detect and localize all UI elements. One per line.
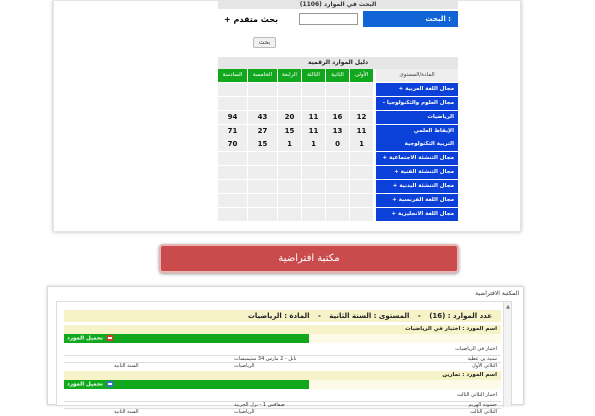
resource-meta-row [64, 362, 501, 369]
download-button[interactable]: تحميل المورد [67, 335, 113, 343]
resource-trimester: الثلاثي الثالث [470, 409, 497, 415]
resource-subject: الرياضيات [234, 409, 255, 415]
resource-count-cell[interactable]: 11 [302, 111, 325, 124]
scrollbar[interactable] [503, 302, 511, 407]
resource-count-cell [218, 166, 247, 179]
subject-cell[interactable]: + مجال التنشئة البدنية [376, 180, 458, 193]
pdf-icon [107, 335, 113, 341]
subject-cell[interactable]: + مجال التنشئة الفنية [376, 166, 458, 179]
resource-count-cell[interactable]: 15 [278, 125, 301, 138]
table-row [218, 83, 462, 97]
download-button[interactable]: تحميل المورد [67, 381, 113, 389]
resource-item [64, 325, 501, 369]
resource-count-cell[interactable]: 13 [326, 125, 349, 138]
subject-cell[interactable]: الإيقاظ العلمي [376, 125, 458, 138]
resource-count-cell [248, 97, 277, 110]
resource-count-cell[interactable]: 43 [248, 111, 277, 124]
scroll-up-icon[interactable]: ▲ [506, 304, 510, 310]
resource-count-cell[interactable]: 1 [302, 138, 325, 151]
resource-count-cell [326, 208, 349, 221]
resource-level: السنة الثانية [114, 409, 139, 415]
resource-count-cell [278, 166, 301, 179]
resource-count-cell [350, 208, 373, 221]
level-header[interactable]: الأولى [350, 69, 373, 82]
subject-level-header: المادة/المستوى [376, 69, 458, 82]
resource-count-cell[interactable]: 1 [350, 138, 373, 151]
resource-count-cell [302, 180, 325, 193]
resource-count-cell[interactable]: 12 [350, 111, 373, 124]
resource-count-cell [248, 166, 277, 179]
subject-cell[interactable]: الرياضيات [376, 111, 458, 124]
resource-count-cell [326, 97, 349, 110]
subject-cell[interactable]: + مجال اللغة الفرنسية [376, 194, 458, 207]
table-row [218, 180, 462, 194]
subject-cell[interactable]: + مجال التنشئة الاجتماعية [376, 152, 458, 165]
resource-count-cell[interactable]: 11 [302, 125, 325, 138]
resource-count-cell [248, 208, 277, 221]
resource-count-cell [218, 180, 247, 193]
info-separator: - [417, 312, 421, 320]
download-bar [64, 380, 309, 389]
resource-count-cell [350, 194, 373, 207]
resource-count-cell [302, 97, 325, 110]
search-label: البحث : [363, 11, 458, 27]
resource-count-cell [302, 83, 325, 96]
table-row [218, 111, 462, 125]
resource-count-cell[interactable]: 11 [350, 125, 373, 138]
level-header[interactable]: الرابعة [278, 69, 301, 82]
resource-meta-row [64, 355, 501, 362]
resource-count-cell [218, 83, 247, 96]
resource-count-cell [350, 97, 373, 110]
resource-item [64, 371, 501, 415]
resource-author: سنية بن عطية [467, 356, 497, 362]
resource-description: اختبار الثلاثي الثالث [457, 392, 497, 398]
resource-count-cell [248, 83, 277, 96]
resource-count-cell [326, 83, 349, 96]
resource-count-cell[interactable]: 16 [326, 111, 349, 124]
resource-count-cell [350, 152, 373, 165]
resource-count-cell [248, 152, 277, 165]
virtual-library-panel [47, 286, 524, 415]
table-row [218, 97, 462, 111]
resource-count-cell [302, 194, 325, 207]
resource-count-cell [218, 97, 247, 110]
resource-title-row [64, 371, 501, 380]
resource-count-cell[interactable]: 20 [278, 111, 301, 124]
resource-count-cell[interactable]: 1 [278, 138, 301, 151]
table-row [218, 125, 462, 139]
resource-count-cell [302, 152, 325, 165]
resource-count-cell [326, 194, 349, 207]
resource-count-cell [248, 194, 277, 207]
resource-count-cell [218, 194, 247, 207]
resource-count-cell [302, 166, 325, 179]
library-content [56, 301, 512, 415]
resource-level: السنة الثانية [114, 363, 139, 369]
resource-count-cell [326, 166, 349, 179]
resource-description: اختبار في الرياضيات [455, 346, 497, 352]
resource-count-cell[interactable]: 94 [218, 111, 247, 124]
table-row [218, 194, 462, 208]
advanced-search-link[interactable]: + بحث متقدم [224, 15, 278, 24]
subject-cell[interactable]: + مجال اللغة الانجليزية [376, 208, 458, 221]
library-info-bar [64, 310, 501, 322]
level-header[interactable]: الخامسة [248, 69, 277, 82]
table-row [218, 152, 462, 166]
resource-name: اسم المورد : تمارين [442, 372, 497, 378]
virtual-library-button[interactable]: مكتبة افتراضية [159, 244, 459, 273]
subject-cell[interactable]: - مجال العلوم والتكنولوجيا [376, 97, 458, 110]
resource-count-cell[interactable]: 0 [326, 138, 349, 151]
download-bar [64, 334, 309, 343]
level-header[interactable]: الثانية [326, 69, 349, 82]
resource-count-cell [248, 180, 277, 193]
resource-count-cell [218, 152, 247, 165]
resource-count-cell[interactable]: 71 [218, 125, 247, 138]
level-header[interactable]: السادسة [218, 69, 247, 82]
resource-subject: الرياضيات [234, 363, 255, 369]
resource-count-cell [278, 97, 301, 110]
resource-name: اسم المورد : اختبار في الرياضيات [405, 326, 497, 332]
subject-cell[interactable]: التربية التكنولوجية [376, 138, 458, 151]
resource-guide-table [218, 69, 462, 222]
search-input[interactable] [299, 13, 358, 25]
resource-meta-row [64, 401, 501, 408]
table-row [218, 208, 462, 222]
subject-info: المادة : الرياضيات [247, 312, 310, 320]
resource-count-cell [350, 83, 373, 96]
resource-location: نابل - 2 مارس 34 ستيمبسات [234, 356, 297, 362]
resource-count-cell [326, 180, 349, 193]
info-separator: - [317, 312, 321, 320]
level-header[interactable]: الثالثة [302, 69, 325, 82]
table-row [218, 166, 462, 180]
subject-cell[interactable]: + مجال اللغة العربية [376, 83, 458, 96]
resource-count-cell [326, 152, 349, 165]
level-info: المستوى : السنة الثانية [329, 312, 410, 320]
resource-count-cell [278, 180, 301, 193]
resource-count-cell [350, 180, 373, 193]
table-row [218, 138, 462, 152]
resource-count-cell [302, 208, 325, 221]
resource-title-row [64, 325, 501, 334]
resources-panel [53, 0, 521, 232]
resource-count-cell[interactable]: 27 [248, 125, 277, 138]
library-tab-label[interactable]: المكتبة الافتراضية [475, 290, 519, 297]
search-button[interactable]: بحث [253, 37, 276, 48]
resource-trimester: الثلاثي الأول [472, 363, 497, 369]
resource-count-cell [278, 83, 301, 96]
resource-count-cell [350, 166, 373, 179]
results-count-header: البحث في الموارد (1106) [218, 1, 458, 9]
resource-count-cell [278, 208, 301, 221]
resource-count-cell[interactable]: 70 [218, 138, 247, 151]
resource-count-cell [218, 208, 247, 221]
resource-count-cell [278, 194, 301, 207]
resource-count-cell[interactable]: 15 [248, 138, 277, 151]
resource-location: صفاقس 1 - نزل الجربية [234, 402, 285, 408]
guide-title: دليل الموارد الرقمية [218, 57, 458, 69]
resource-count-cell [278, 152, 301, 165]
table-header-row [218, 69, 462, 83]
resource-count: عدد الموارد : (16) [429, 312, 492, 320]
resource-meta-row [64, 408, 501, 415]
resource-author: حسونة الهزيم [468, 402, 497, 408]
document-icon [107, 381, 113, 387]
